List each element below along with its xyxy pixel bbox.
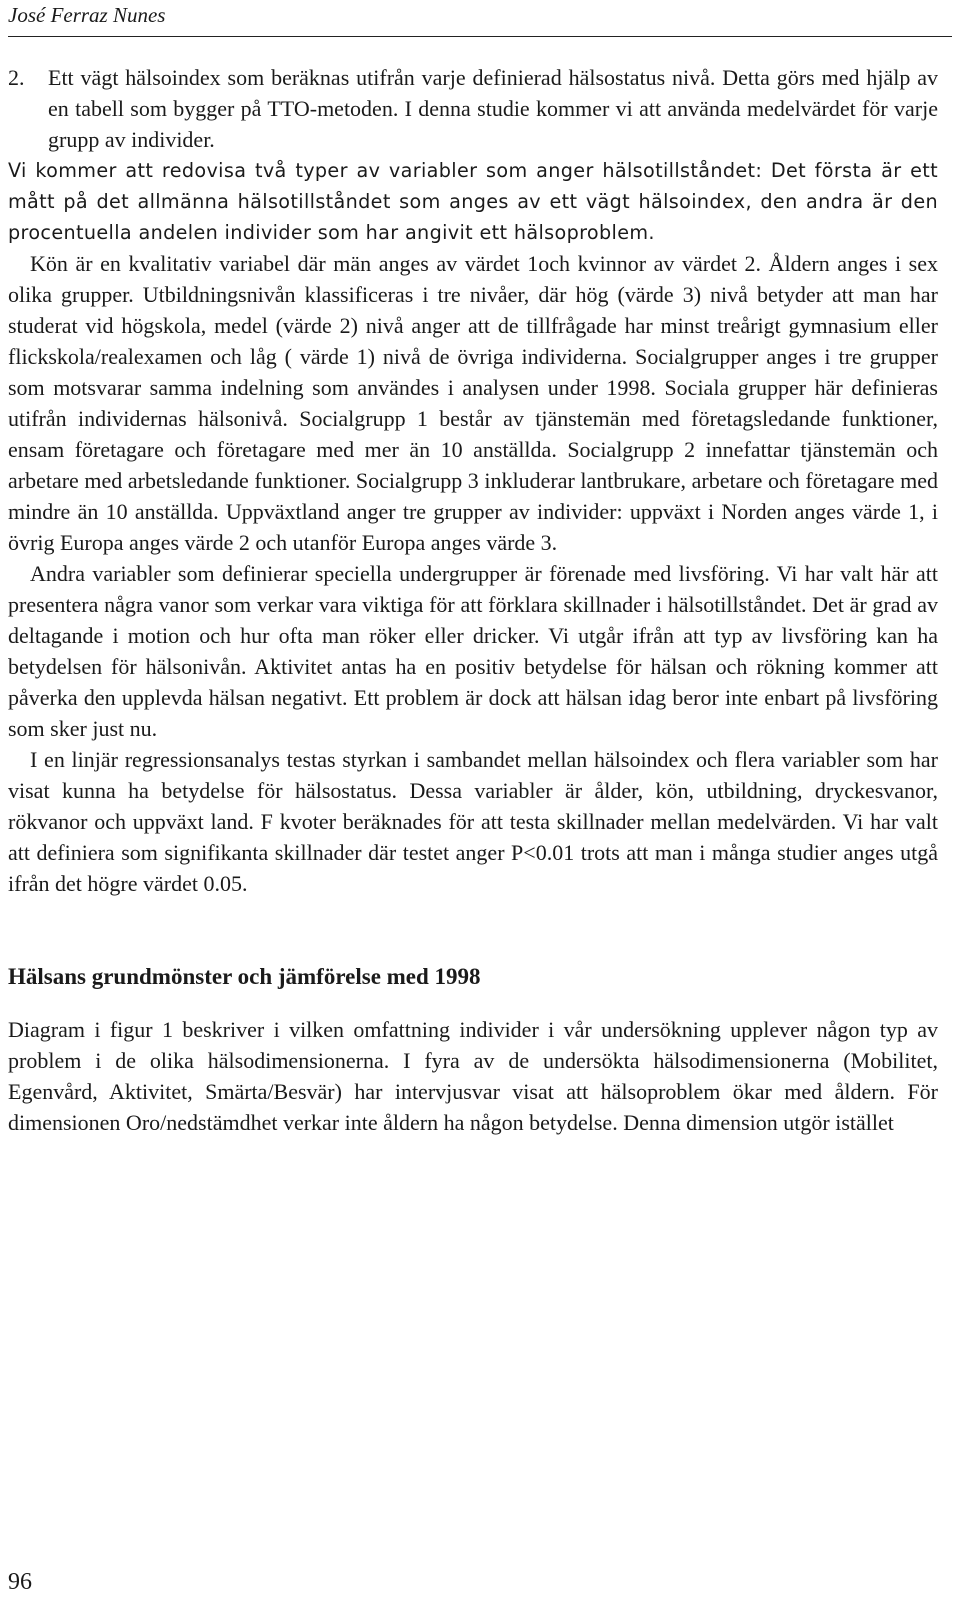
paragraph-variables: Vi kommer att redovisa två typer av variabler som anger hälsotillståndet: Det första är ett mått på det allmänna hälsotillståndet som anges av ett vägt hälsoindex, den andra är den procentuella andelen individer som har angivit ett hälsoproblem.	[8, 159, 938, 244]
paragraph-diagram: Diagram i figur 1 beskriver i vilken omfattning individer i vår undersökning upplever någon typ av problem i de olika hälsodimensionerna. I fyra av de undersökta hälsodimensionerna (Mobilitet, Egenvård, Aktivitet, Smärta/Besvär) har intervjusvar visat att hälsoproblem ökar med åldern. För dimensionen Oro/nedstämdhet verkar inte åldern ha någon betydelse. Denna dimension utgör istället	[8, 1017, 938, 1135]
page-number: 96	[8, 1569, 32, 1595]
running-head: José Ferraz Nunes	[8, 3, 166, 27]
list-item	[8, 62, 938, 155]
section-heading: Hälsans grundmönster och jämförelse med 1998	[8, 964, 481, 989]
page-body	[8, 62, 938, 1138]
spacer	[8, 992, 938, 1014]
list-item-text: Ett vägt hälsoindex som beräknas utifrån varje definierad hälsostatus nivå. Detta görs med hjälp av en tabell som bygger på TTO-metoden. I denna studie kommer vi att använda medelvärdet för varje grupp av individer.	[48, 65, 938, 152]
list-item-number: 2.	[8, 65, 25, 90]
paragraph-kon: Kön är en kvalitativ variabel där män anges av värdet 1och kvinnor av värdet 2. Åldern anges i sex olika grupper. Utbildningsnivån klassificeras i tre nivåer, där hög (värde 3) nivå betyder att man har studerat vid högskola, medel (värde 2) nivå anger att de tillfrågade har minst treårigt gymnasium eller flickskola/realexamen och låg ( värde 1) nivå de övriga individerna. Socialgrupper anges i tre grupper som motsvarar samma indelning som användes i analysen under 1998. Sociala grupper här definieras utifrån individernas hälsonivå. Socialgrupp 1 består av tjänstemän med företagsledande funktioner, ensam företagare och företagare med mer än 10 anställda. Socialgrupp 2 innefattar tjänstemän och arbetare med arbetsledande funktioner. Socialgrupp 3 inkluderar lantbrukare, arbetare och företagare med mindre än 10 anställda. Uppväxtland anger tre grupper av individer: uppväxt i Norden anges värde 1, i övrig Europa anges värde 2 och utanför Europa anges värde 3.	[8, 251, 938, 555]
paragraph-andra: Andra variabler som definierar speciella undergrupper är förenade med livsföring. Vi har valt här att presentera några vanor som verkar vara viktiga för att förklara skillnader i hälsotillståndet. Det är grad av deltagande i motion och hur ofta man röker eller dricker. Vi utgår ifrån att typ av livsföring kan ha betydelsen för hälsonivån. Aktivitet antas ha en positiv betydelse för hälsan och rökning kommer att påverka den upplevda hälsan negativt. Ett problem är dock att hälsan idag beror inte enbart på livsföring som sker just nu.	[8, 561, 938, 741]
header-rule	[8, 36, 952, 37]
spacer	[8, 899, 938, 961]
paragraph-regression: I en linjär regressionsanalys testas styrkan i sambandet mellan hälsoindex och flera variabler som har visat kunna ha betydelse för hälsostatus. Dessa variabler är ålder, kön, utbildning, dryckesvanor, rökvanor och uppväxt land. F kvoter beräknades för att testa skillnader mellan medelvärden. Vi har valt att definiera som signifikanta skillnader där testet anger P<0.01 trots att man i många studier anges utgå ifrån det högre värdet 0.05.	[8, 747, 938, 896]
